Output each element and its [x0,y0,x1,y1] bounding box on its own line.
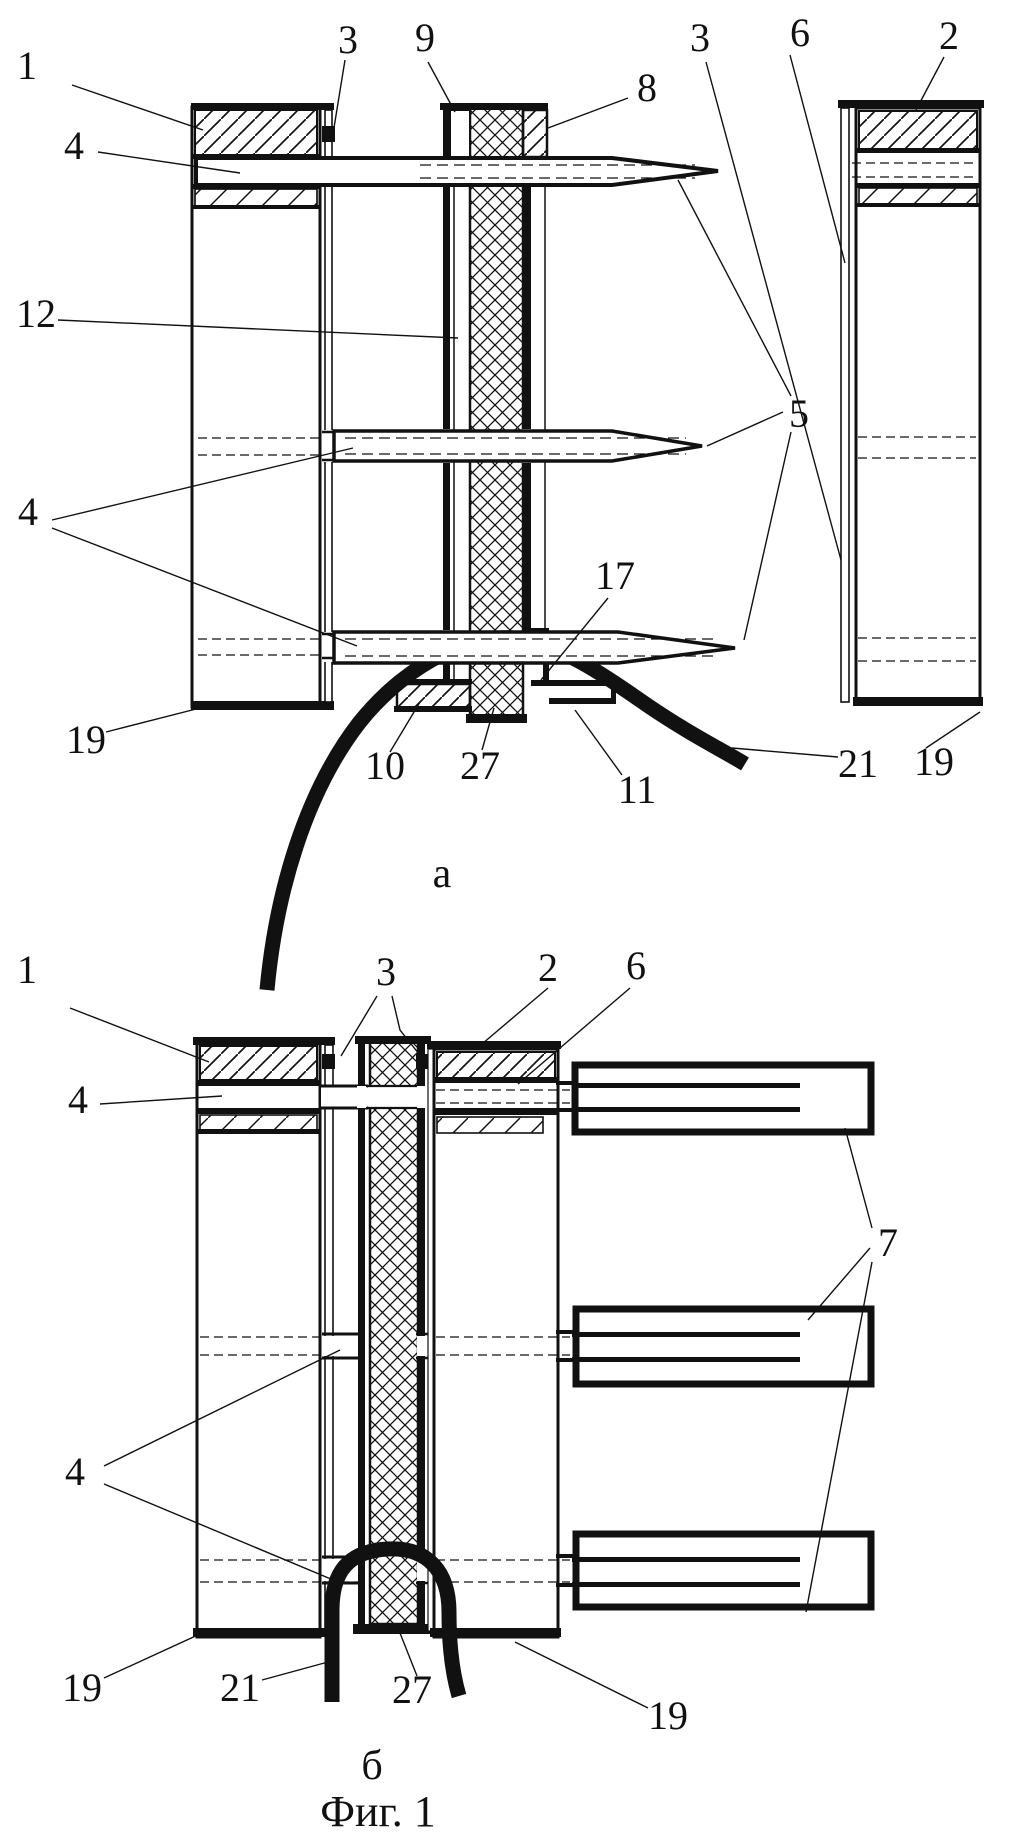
ref-label-2: 2 [939,13,959,58]
sleeve-row1 [575,1065,871,1132]
ref-label-19: 19 [648,1693,688,1738]
needle-row1 [196,158,718,185]
ref-label-11: 11 [617,767,657,812]
crosshatch-core-b [370,1042,418,1624]
ref-label-6: 6 [790,10,810,55]
left-plate-a [191,103,338,710]
figure-b [70,988,872,1712]
ref-label-8: 8 [637,65,657,110]
flange-hatch-10 [397,684,470,708]
caption-view-a: а [432,851,452,897]
ref-label-4: 4 [68,1077,88,1122]
ref-label-4: 4 [18,489,38,534]
ref-label-21: 21 [220,1665,260,1710]
needle-row3 [334,632,735,663]
ref-label-9: 9 [415,15,435,60]
crosshatch-core-a [470,107,523,719]
gap-strip-a-right [841,108,849,702]
ref-label-1: 1 [17,947,37,992]
right-plate-a [838,100,984,706]
ref-label-10: 10 [365,743,405,788]
ref-label-3: 3 [338,17,358,62]
flange-right-11 [549,698,616,704]
ref-label-27: 27 [460,743,500,788]
sleeve-row3 [576,1534,871,1607]
ref-label-6: 6 [626,943,646,988]
ref-label-19: 19 [62,1665,102,1710]
ref-label-12: 12 [16,291,56,336]
ref-label-1: 1 [17,43,37,88]
ref-label-2: 2 [538,945,558,990]
tube-top-cell-9 [450,110,470,157]
gap-connector-b-left [322,1054,335,1069]
left-plate-b [193,1037,368,1637]
sleeves-7 [572,1065,871,1607]
needle-row2 [334,431,702,461]
figure-title: Фиг. 1 [320,1787,436,1836]
ref-label-27: 27 [392,1667,432,1712]
figure-a [52,55,984,994]
ref-label-17: 17 [595,553,635,598]
ref-label-4: 4 [64,123,84,168]
sleeve-row2 [576,1309,871,1384]
gap-strip-a-left [325,110,332,702]
ref-label-7: 7 [878,1220,898,1265]
ref-label-4: 4 [65,1449,85,1494]
ref-label-19: 19 [66,717,106,762]
central-column-a [440,103,550,719]
ref-label-19: 19 [914,739,954,784]
right-plate-b [427,1041,575,1637]
ref-label-3: 3 [690,15,710,60]
gap-connector-b-right [416,1054,428,1069]
ref-label-5: 5 [789,391,809,436]
ref-label-3: 3 [376,949,396,994]
ref-label-21: 21 [838,741,878,786]
caption-view-b: б [361,1743,383,1789]
block-8 [523,110,547,157]
